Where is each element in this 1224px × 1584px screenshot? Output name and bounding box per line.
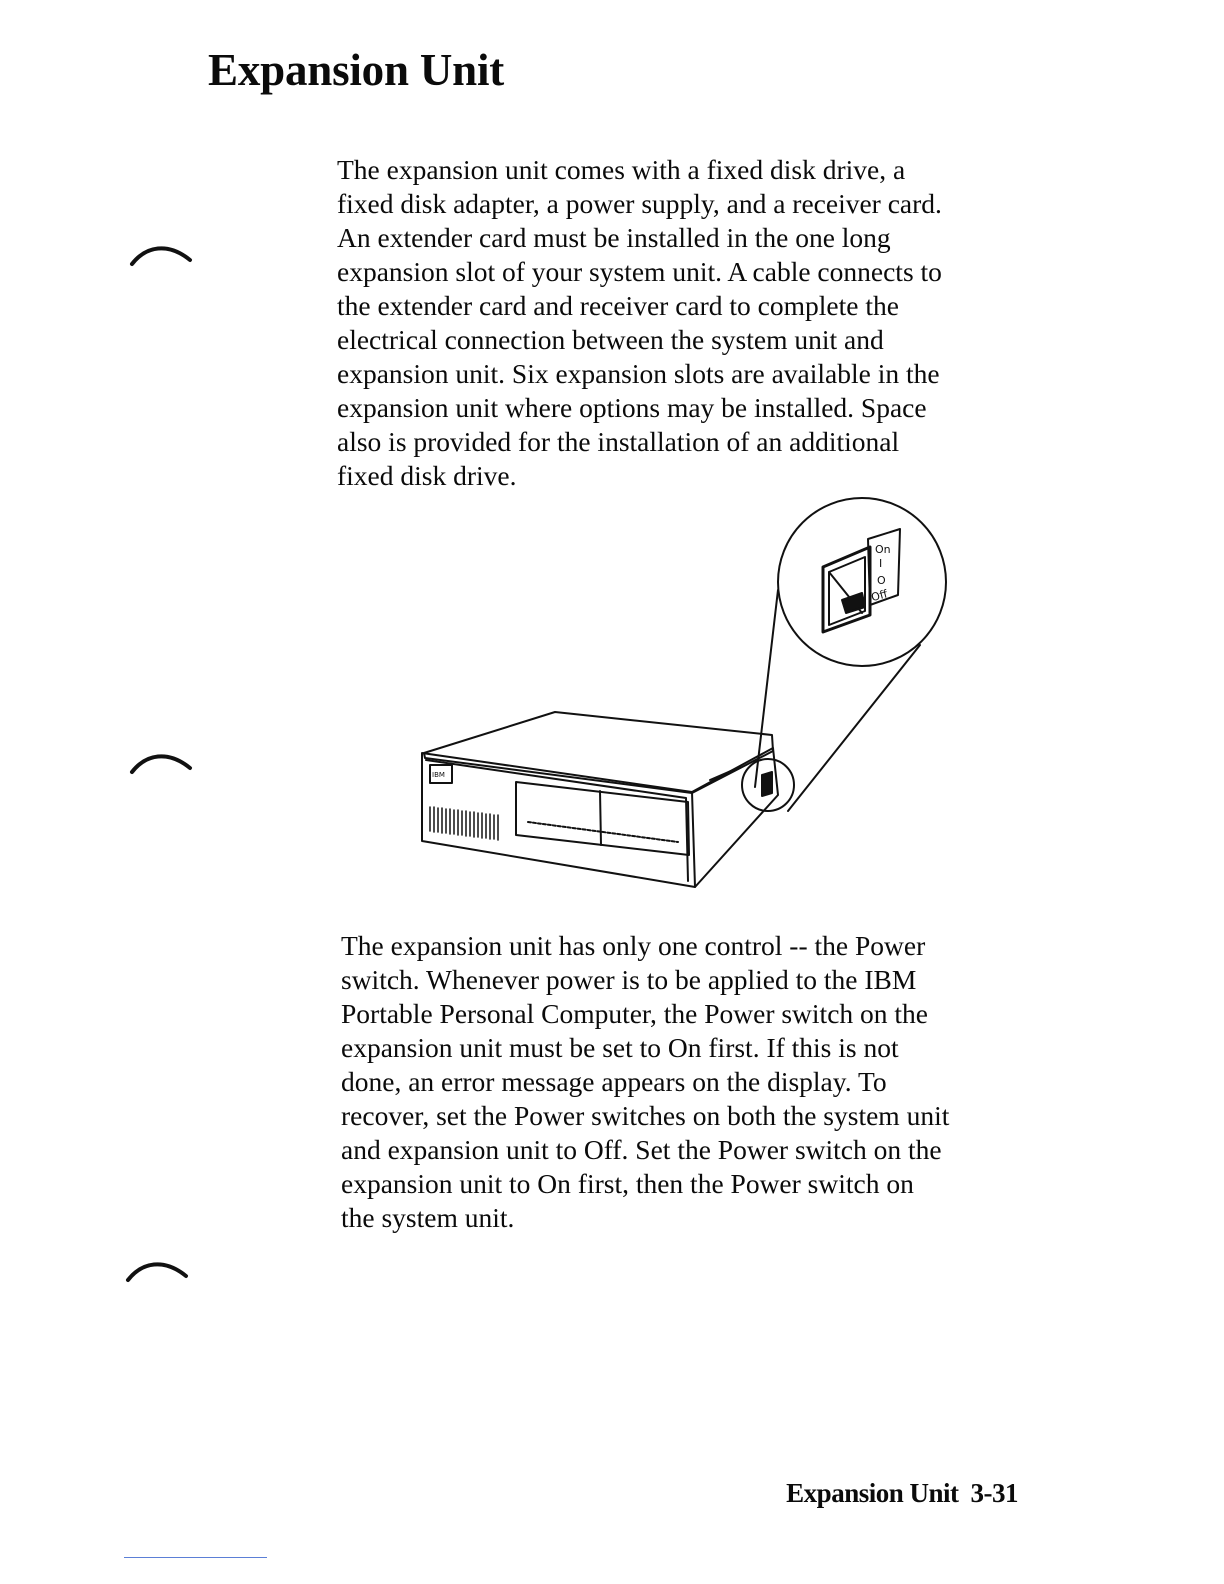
text-line: The expansion unit has only one control -- the Power — [341, 930, 926, 961]
binder-mark — [128, 748, 200, 778]
text-line: switch. Whenever power is to be applied to the IBM — [341, 964, 917, 995]
text-line: Portable Personal Computer, the Power switch on the — [341, 998, 928, 1029]
power-switch — [762, 772, 772, 796]
page-number: 3-31 — [970, 1478, 1018, 1508]
text-line: expansion unit to On first, then the Power switch on — [341, 1168, 914, 1199]
vent-grille — [430, 807, 498, 840]
switch-label-on-symbol: I — [879, 557, 883, 570]
text-line: done, an error message appears on the display. To — [341, 1066, 887, 1097]
text-line: fixed disk drive. — [337, 460, 517, 491]
text-line: expansion unit. Six expansion slots are available in the — [337, 358, 940, 389]
text-line: An extender card must be installed in the one long — [337, 222, 891, 253]
switch-label-off: Off — [869, 587, 889, 605]
page-title: Expansion Unit — [208, 45, 505, 95]
text-line: recover, set the Power switches on both the system unit — [341, 1100, 950, 1131]
expansion-unit-illustration — [410, 495, 955, 890]
page-footer — [786, 1478, 1018, 1509]
switch-label-off-symbol: O — [877, 574, 886, 587]
expansion-unit-body — [422, 712, 778, 887]
ibm-logo: IBM — [432, 771, 445, 779]
text-line: electrical connection between the system unit and — [337, 324, 884, 355]
binder-mark — [124, 1256, 196, 1286]
text-line: expansion unit must be set to On first. If this is not — [341, 1032, 899, 1063]
text-line: the system unit. — [341, 1202, 515, 1233]
text-line: also is provided for the installation of an additional — [337, 426, 900, 457]
text-line: The expansion unit comes with a fixed disk drive, a — [337, 154, 906, 185]
text-line: expansion unit where options may be installed. Space — [337, 392, 927, 423]
text-line: the extender card and receiver card to complete the — [337, 290, 899, 321]
power-switch-paragraph — [341, 929, 1041, 1235]
text-line: expansion slot of your system unit. A cable connects to — [337, 256, 942, 287]
bottom-rule — [124, 1557, 267, 1558]
text-line: and expansion unit to Off. Set the Power switch on the — [341, 1134, 942, 1165]
footer-section-title: Expansion Unit — [786, 1478, 959, 1508]
leader-line — [788, 645, 920, 811]
binder-mark — [128, 240, 200, 270]
intro-paragraph — [337, 153, 1037, 493]
text-line: fixed disk adapter, a power supply, and a receiver card. — [337, 188, 942, 219]
switch-label-on: On — [875, 543, 891, 556]
magnifier-circle — [778, 498, 946, 666]
